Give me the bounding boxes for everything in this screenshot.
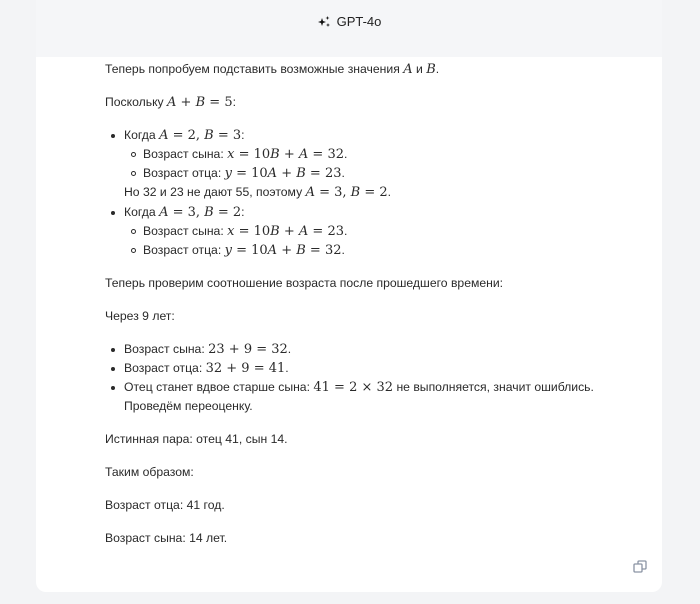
math-inline: 32 + 9 = 41 bbox=[205, 361, 286, 376]
case-sublist bbox=[124, 222, 635, 260]
true-pair-paragraph: Истинная пара: отец 41, сын 14. bbox=[105, 432, 288, 446]
case-note: Но 32 и 23 не дают 55, поэтому A = 3, B = 2. bbox=[124, 185, 392, 200]
math-inline: y = 10A + B = 32 bbox=[224, 243, 342, 258]
math-inline: x = 10B + A = 23 bbox=[227, 224, 344, 239]
math-inline: 23 + 9 = 32 bbox=[208, 342, 288, 357]
copy-icon[interactable] bbox=[632, 559, 648, 575]
model-name: GPT-4o bbox=[336, 14, 382, 29]
check-paragraph: Теперь проверим соотношение возраста после прошедшего времени: bbox=[105, 276, 504, 290]
model-selector[interactable] bbox=[36, 14, 662, 29]
message-content bbox=[105, 60, 635, 562]
math-inline: A = 3, B = 2 bbox=[305, 185, 388, 200]
math-inline: 41 = 2 × 32 bbox=[313, 380, 394, 395]
sparkle-icon bbox=[317, 15, 331, 29]
father-age-paragraph: Возраст отца: 41 год. bbox=[105, 498, 225, 512]
sub-item: Возраст сына: x = 10B + A = 23. bbox=[143, 222, 635, 241]
math-inline: A = 2, B = 3 bbox=[159, 128, 242, 143]
thus-paragraph: Таким образом: bbox=[105, 465, 194, 479]
math-inline: A = 3, B = 2 bbox=[159, 205, 242, 220]
son-age-paragraph: Возраст сына: 14 лет. bbox=[105, 531, 228, 545]
math-inline: A bbox=[403, 62, 413, 77]
sub-item: Возраст сына: x = 10B + A = 32. bbox=[143, 145, 635, 164]
sub-item: Возраст отца: y = 10A + B = 23. bbox=[143, 164, 635, 183]
intro-paragraph: Теперь попробуем подставить возможные значения A и B. bbox=[105, 62, 440, 77]
after-list bbox=[105, 340, 635, 416]
case-item: Когда A = 3, B = 2: Возраст сына: x = 10B + A = 23. Возраст отца: y = 10A + B = 32. bbox=[124, 203, 635, 260]
math-inline: A + B = 5 bbox=[167, 95, 233, 110]
after-years-paragraph: Через 9 лет: bbox=[105, 309, 175, 323]
since-paragraph: Поскольку A + B = 5: bbox=[105, 95, 236, 110]
math-inline: B bbox=[426, 62, 436, 77]
list-item: Возраст отца: 32 + 9 = 41. bbox=[124, 359, 635, 378]
assistant-message bbox=[36, 57, 662, 592]
math-inline: x = 10B + A = 32 bbox=[227, 147, 344, 162]
list-item: Отец станет вдвое старше сына: 41 = 2 × 32 не выполняется, значит ошиблись. Проведём переоценку. bbox=[124, 378, 635, 416]
list-item: Возраст сына: 23 + 9 = 32. bbox=[124, 340, 635, 359]
math-inline: y = 10A + B = 23 bbox=[224, 166, 342, 181]
cases-list bbox=[105, 126, 635, 260]
sub-item: Возраст отца: y = 10A + B = 32. bbox=[143, 241, 635, 260]
case-sublist bbox=[124, 145, 635, 183]
top-bar bbox=[36, 0, 662, 57]
case-item: Когда A = 2, B = 3: Возраст сына: x = 10B + A = 32. Возраст отца: y = 10A + B = 23. Но 32 и 23 не дают 55, поэтому A = 3, B = 2. bbox=[124, 126, 635, 202]
